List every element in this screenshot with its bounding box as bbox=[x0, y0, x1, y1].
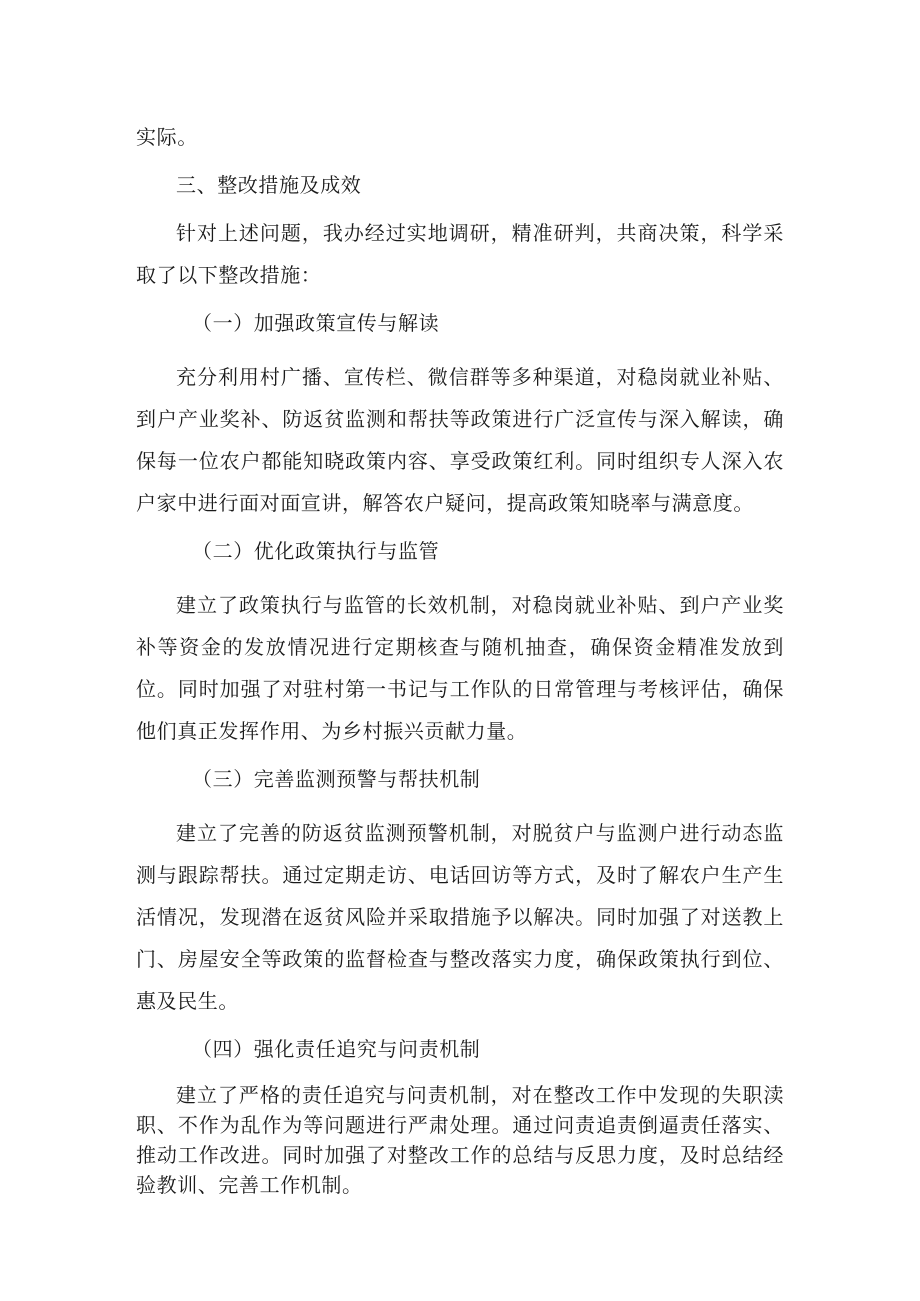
paragraph-continuation: 实际。 bbox=[136, 125, 198, 149]
subheading-2: （二）优化政策执行与监管 bbox=[192, 539, 440, 563]
subheading-3: （三）完善监测预警与帮扶机制 bbox=[192, 767, 481, 791]
section-heading: 三、整改措施及成效 bbox=[176, 173, 362, 197]
paragraph-3: 建立了完善的防返贫监测预警机制，对脱贫户与监测户进行动态监测与跟踪帮扶。通过定期走访、电话回访等方式，及时了解农户生产生活情况，发现潜在返贫风险并采取措施予以解决。同时加强了对送教上门、房屋安全等政策的监督检查与整改落实力度，确保政策执行到位、惠及民生。 bbox=[136, 821, 784, 1013]
subheading-4: （四）强化责任追究与问责机制 bbox=[192, 1037, 481, 1061]
document-body bbox=[136, 116, 784, 1200]
subheading-1: （一）加强政策宣传与解读 bbox=[192, 311, 440, 335]
paragraph-1: 充分利用村广播、宣传栏、微信群等多种渠道，对稳岗就业补贴、到户产业奖补、防返贫监测和帮扶等政策进行广泛宣传与深入解读，确保每一位农户都能知晓政策内容、享受政策红利。同时组织专人深入农户家中进行面对面宣讲，解答农户疑问，提高政策知晓率与满意度。 bbox=[136, 365, 784, 515]
paragraph-intro: 针对上述问题，我办经过实地调研，精准研判，共商决策，科学采取了以下整改措施： bbox=[136, 221, 784, 287]
paragraph-2: 建立了政策执行与监管的长效机制，对稳岗就业补贴、到户产业奖补等资金的发放情况进行定期核查与随机抽查，确保资金精准发放到位。同时加强了对驻村第一书记与工作队的日常管理与考核评估，确保他们真正发挥作用、为乡村振兴贡献力量。 bbox=[136, 593, 784, 743]
paragraph-4: 建立了严格的责任追究与问责机制，对在整改工作中发现的失职渎职、不作为乱作为等问题进行严肃处理。通过问责追责倒逼责任落实、推动工作改进。同时加强了对整改工作的总结与反思力度，及时总结经验教训、完善工作机制。 bbox=[136, 1083, 784, 1197]
